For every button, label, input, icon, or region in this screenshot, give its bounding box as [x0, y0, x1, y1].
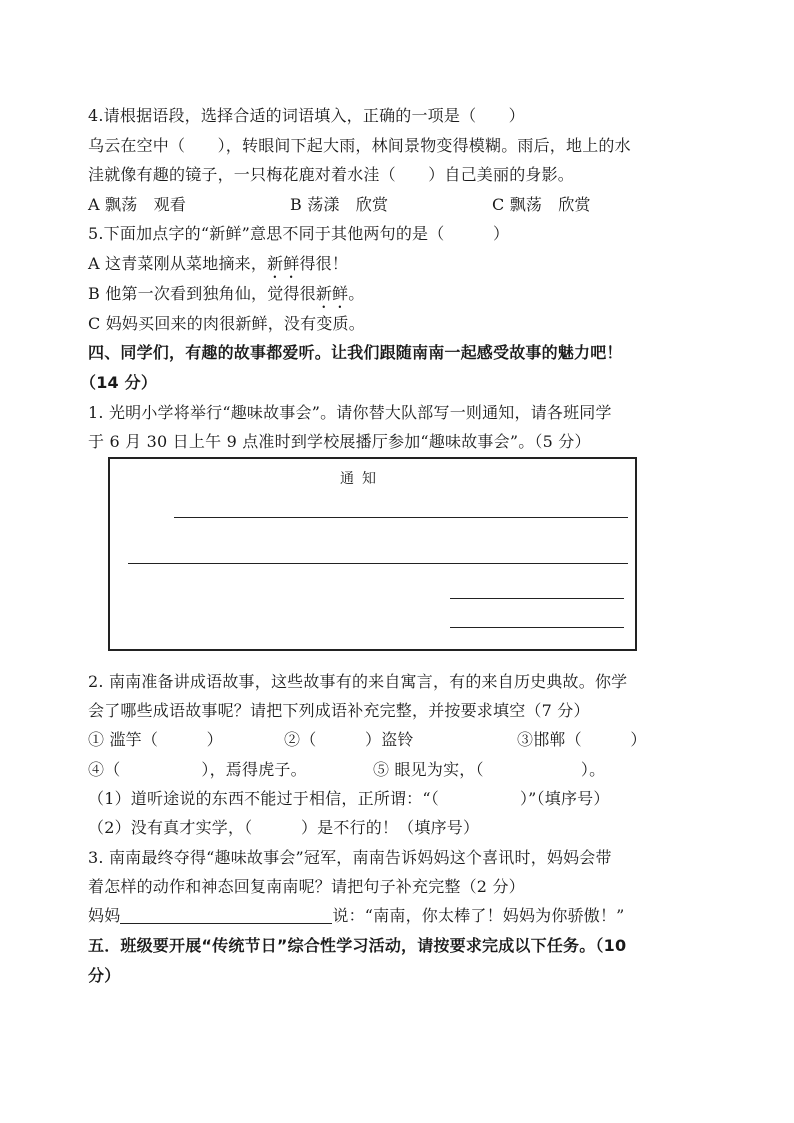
notice-title: 通知 [340, 471, 384, 487]
q3-quote: 说：“南南，你太棒了！妈妈为你骄傲！” [332, 906, 625, 925]
q4-option-c: C 飘荡 欣赏 [492, 195, 591, 214]
section4-score: （14 分） [80, 373, 158, 392]
notice-writing-line-1[interactable] [174, 517, 628, 518]
q5-option-a [88, 254, 348, 282]
q5-b-pre: B 他第一次看到独角仙，觉得很 [88, 284, 316, 303]
notice-signature-line[interactable] [450, 598, 624, 599]
q5-b-post: 。 [348, 284, 365, 303]
notice-date-line[interactable] [450, 627, 624, 628]
q1-prompt-line1: 1. 光明小学将举行“趣味故事会”。请你替大队部写一则通知，请各班同学 [88, 403, 612, 422]
q4-option-b: B 荡漾 欣赏 [290, 195, 389, 214]
q5-a-pre: A 这青菜刚从菜地摘来， [88, 254, 268, 273]
q3-prompt-line1: 3. 南南最终夺得“趣味故事会”冠军，南南告诉妈妈这个喜讯时，妈妈会带 [88, 848, 612, 867]
section5-score: 分） [88, 966, 121, 985]
q2-sub-2: （2）没有真才实学，（ ）是不行的！（填序号） [88, 818, 480, 837]
q4-passage-line1: 乌云在空中（ ），转眼间下起大雨，林间景物变得模糊。雨后，地上的水 [88, 136, 631, 155]
q5-a-post: 得很！ [299, 254, 349, 273]
section5-heading: 五．班级要开展“传统节日”综合性学习活动，请按要求完成以下任务。（10 [88, 936, 627, 955]
q4-option-a: A 飘荡 观看 [88, 195, 187, 214]
q5-title: 5.下面加点字的“新鲜”意思不同于其他两句的是（ ） [88, 224, 510, 243]
section4-heading: 四、同学们，有趣的故事都爱听。让我们跟随南南一起感受故事的魅力吧！ [88, 343, 623, 362]
idiom-4: ④（ ），焉得虎子。 [88, 760, 307, 779]
q5-a-dotted-word: 新鲜 [267, 254, 300, 273]
q3-prompt-line2: 着怎样的动作和神态回复南南呢？请把句子补充完整（2 分） [88, 877, 525, 896]
q2-prompt-line1: 2. 南南准备讲成语故事，这些故事有的来自寓言，有的来自历史典故。你学 [88, 672, 628, 691]
q1-prompt-line2: 于 6 月 30 日上午 9 点准时到学校展播厅参加“趣味故事会”。（5 分） [88, 432, 591, 451]
notice-writing-line-2[interactable] [128, 563, 628, 564]
q5-b-dotted-word: 新鲜 [315, 284, 349, 303]
q3-mom-label: 妈妈 [88, 906, 121, 925]
idiom-5: ⑤ 眼见为实，（ ）。 [373, 760, 606, 779]
q2-sub-1: （1）道听途说的东西不能过于相信，正所谓：“（ ）”（填序号） [88, 789, 610, 808]
q4-title: 4.请根据语段，选择合适的词语填入，正确的一项是（ ） [88, 106, 525, 125]
q3-fill-blank[interactable] [120, 907, 332, 924]
q2-prompt-line2: 会了哪些成语故事呢？请把下列成语补充完整，并按要求填空（7 分） [88, 701, 590, 720]
q3-answer-line [88, 906, 625, 926]
q5-option-b [88, 284, 364, 312]
idiom-3: ③邯郸（ ） [517, 730, 647, 749]
idiom-1: ① 滥竽（ ） [88, 730, 223, 749]
q4-passage-line2: 洼就像有趣的镜子，一只梅花鹿对着水洼（ ）自己美丽的身影。 [88, 165, 575, 184]
q5-option-c: C 妈妈买回来的肉很新鲜，没有变质。 [88, 314, 365, 333]
idiom-2: ②（ ）盗铃 [284, 730, 414, 749]
